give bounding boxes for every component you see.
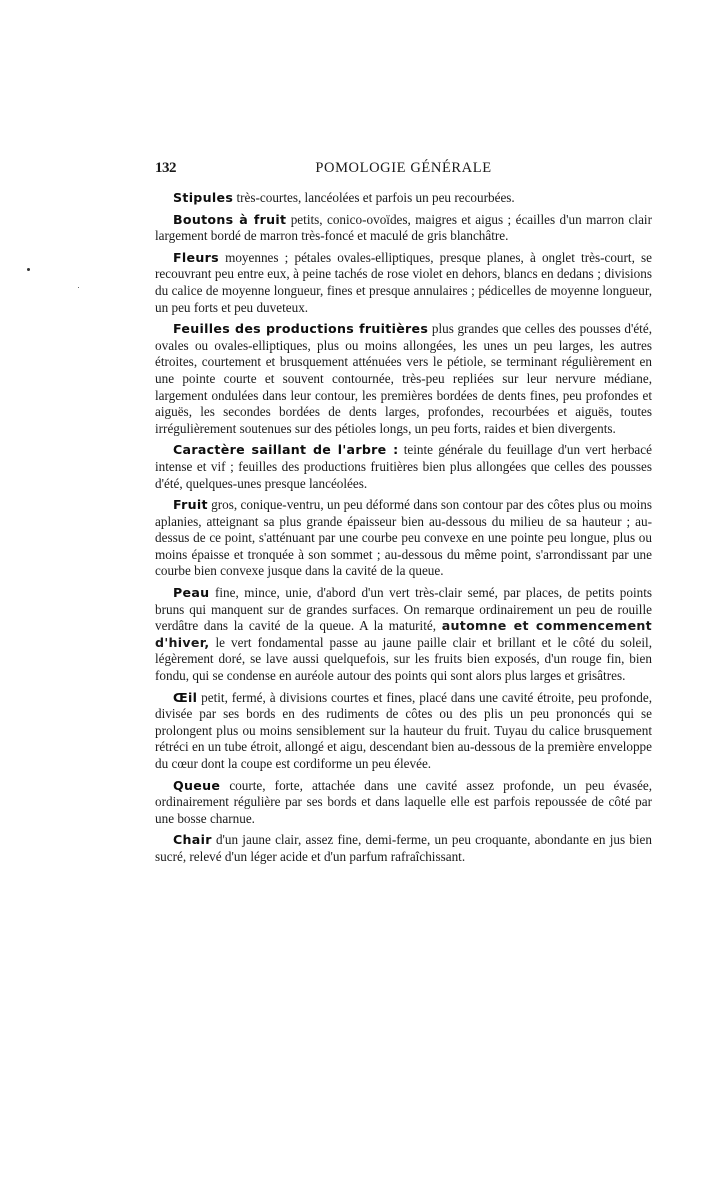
paragraph-text: fine, mince, unie, d'abord d'un vert très-clair semé, par places, de petits points bruns qui manquent sur de grandes surfaces. On remarque ordinairement un peu de rouille verdâtre dans la cavité de la queue. A la maturité, [155,585,652,634]
lead-term: Œil [173,689,198,705]
lead-term: Fleurs [173,249,219,265]
book-page [155,160,652,871]
paragraph-fruit [155,497,652,580]
paragraph-queue [155,778,652,828]
scan-speck [27,268,30,271]
running-title: POMOLOGIE GÉNÉRALE [315,160,492,176]
paragraph-text: moyennes ; pétales ovales-elliptiques, presque planes, à onglet très-court, se recouvrant peu entre eux, à peine tachés de rose violet en dehors, blancs en dedans ; divisions du calice de moyenne longueur, fines et presque annulaires ; pédicelles de moyenne longueur, un peu forts et peu duveteux. [155,249,652,315]
inline-bold-season: automne et commencement d'hiver, [155,618,653,650]
paragraph-oeil [155,690,652,773]
paragraph-boutons [155,212,652,245]
page-number: 132 [155,160,176,176]
paragraph-text-continued: le vert fondamental passe au jaune paille clair et brillant et le côté du soleil, légèrement doré, se lave aussi quelquefois, sur les fruits bien exposés, d'un rouge fin, bien fondu, qui se condense en auréole autour des points qui sont alors plus larges et grisâtres. [155,634,652,684]
lead-term: Fruit [173,497,208,513]
paragraph-caractere [155,442,652,492]
paragraph-text: courte, forte, attachée dans une cavité assez profonde, un peu évasée, ordinairement régulière par ses bords et dans laquelle elle est parfois repoussée de côté par une bosse charnue. [155,777,652,826]
lead-term: Feuilles des productions fruitières [173,321,429,337]
scan-speck [78,287,79,288]
lead-term: Peau [173,585,210,601]
lead-term: Chair [173,832,212,848]
lead-term: Queue [173,777,221,793]
lead-term: Boutons à fruit [173,211,287,227]
paragraph-fleurs [155,250,652,316]
paragraph-peau [155,585,652,685]
running-head [155,160,652,182]
paragraph-text: gros, conique-ventru, un peu déformé dans son contour par des côtes plus ou moins aplanies, atteignant sa plus grande épaisseur bien au-dessous du milieu de sa hauteur ; au-dessus de ce point, s'atténuant par une courbe peu convexe en une pointe peu longue, plus ou moins épaisse et tronquée à son sommet ; au-dessous du même point, s'arrondissant par une courbe bien convexe jusque dans la cavité de la queue. [155,497,652,579]
paragraph-feuilles [155,321,652,437]
paragraph-text: petits, conico-ovoïdes, maigres et aigus ; écailles d'un marron clair largement bordé de marron très-foncé et maculé de gris blanchâtre. [155,211,652,244]
paragraph-text: très-courtes, lancéolées et parfois un peu recourbées. [233,190,515,205]
paragraph-text: plus grandes que celles des pousses d'été, ovales ou ovales-elliptiques, plus ou moins allongées, les unes un peu larges, les autres étroites, courtement et brusquement atténuées vers le pétiole, se terminant régulièrement en une pointe courte et souvent contournée, très-peu repliées sur leur nervure médiane, largement ondulées dans leur contour, les premières bordées de dents fines, peu profondes et aiguës, les secondes bordées de dents larges, profondes, recourbées et aiguës, toutes irrégulièrement soutenues sur des pétioles longs, un peu forts, raides et bien divergents. [155,321,652,436]
paragraph-chair [155,832,652,865]
paragraph-text: teinte générale du feuillage d'un vert herbacé intense et vif ; feuilles des productions fruitières bien plus allongées que celles des pousses d'été, quelques-unes presque lancéolées. [155,442,652,491]
lead-term: Stipules [173,190,234,205]
paragraph-text: petit, fermé, à divisions courtes et fines, placé dans une cavité étroite, peu profonde, divisée par ses bords en des rudiments de côtes ou des plis un peu prononcés qui se prolongent plus ou moins sensiblement sur la hauteur du fruit. Tuyau du calice brusquement rétréci en un tube étroit, allongé et aigu, descendant bien au-dessous de la première enveloppe du cœur dont la coupe est cordiforme un peu élevée. [155,689,652,771]
paragraph-text: d'un jaune clair, assez fine, demi-ferme, un peu croquante, abondante en jus bien sucré, relevé d'un léger acide et d'un parfum rafraîchissant. [155,832,652,864]
lead-term: Caractère saillant de l'arbre : [173,442,399,458]
paragraph-stipules [155,190,652,207]
